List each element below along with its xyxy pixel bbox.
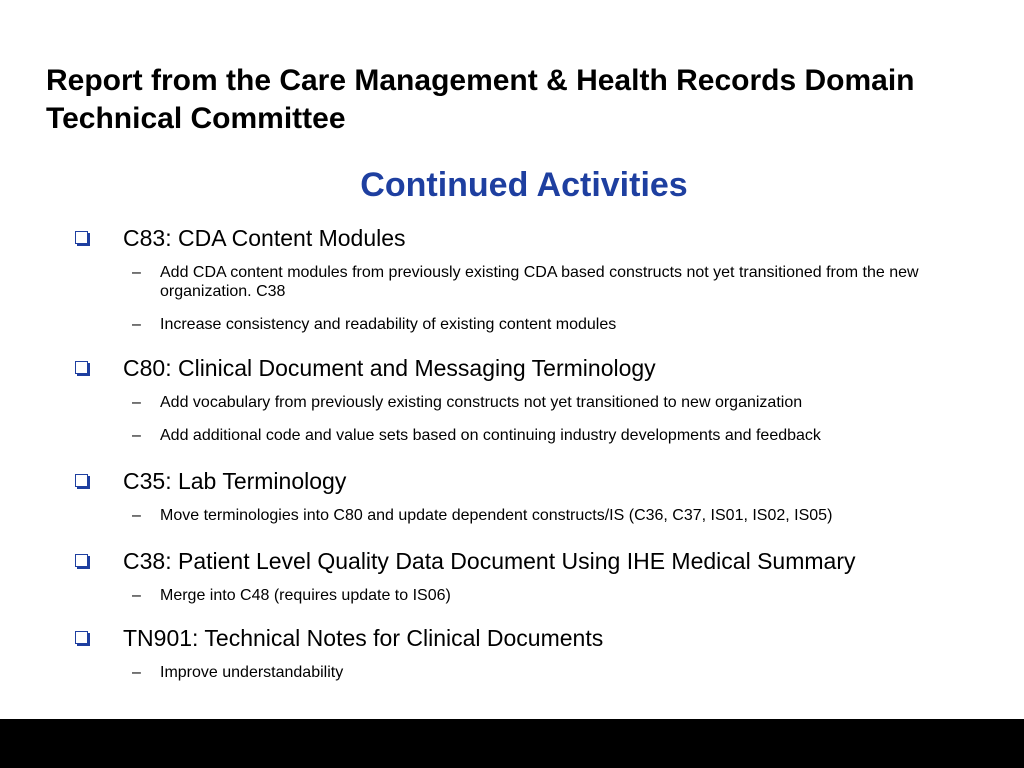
dash-icon: – [132,587,141,604]
dash-icon: – [132,507,141,524]
sub-bullet-text: Add CDA content modules from previously existing CDA based constructs not yet transitioned from the new organization. C38 [160,264,919,300]
checkbox-icon [75,554,88,567]
sub-bullet-text: Move terminologies into C80 and update dependent constructs/IS (C36, C37, IS01, IS02, IS05) [160,507,833,524]
checkbox-icon [75,231,88,244]
sub-bullet-item [72,393,992,412]
dash-icon: – [132,664,141,681]
dash-icon: – [132,427,141,444]
dash-icon: – [132,316,141,333]
section-c35 [72,465,992,545]
sub-bullet-text: Improve understandability [160,664,344,681]
sub-bullet-list [72,506,992,525]
sub-bullet-text: Add vocabulary from previously existing constructs not yet transitioned to new organization [160,394,803,411]
slide-content [72,222,992,702]
section-heading [72,222,992,254]
section-heading-text: C80: Clinical Document and Messaging Terminology [123,355,656,381]
sub-bullet-list [72,263,992,334]
section-heading [72,352,992,384]
section-c38 [72,545,992,622]
sub-bullet-text: Add additional code and value sets based on continuing industry developments and feedback [160,427,821,444]
sub-bullet-item [72,426,992,445]
checkbox-icon [75,631,88,644]
sub-bullet-list [72,393,992,445]
sub-bullet-list [72,663,992,682]
slide-title: Report from the Care Management & Health Records Domain Technical Committee [46,64,915,135]
checkbox-icon [75,474,88,487]
section-heading-text: TN901: Technical Notes for Clinical Documents [123,625,604,651]
section-heading [72,545,992,577]
section-c83 [72,222,992,352]
sub-bullet-list [72,586,992,605]
section-heading-text: C35: Lab Terminology [123,468,347,494]
sub-bullet-text: Merge into C48 (requires update to IS06) [160,587,451,604]
footer-bar [0,719,1024,768]
sub-bullet-item [72,663,992,682]
section-heading [72,622,992,654]
section-heading-text: C83: CDA Content Modules [123,225,406,251]
section-heading-text: C38: Patient Level Quality Data Document Using IHE Medical Summary [123,548,856,574]
section-c80 [72,352,992,465]
sub-bullet-item [72,263,992,301]
dash-icon: – [132,264,141,281]
checkbox-icon [75,361,88,374]
sub-bullet-item [72,315,992,334]
sub-bullet-item [72,586,992,605]
sub-bullet-item [72,506,992,525]
section-tn901 [72,622,992,702]
slide-subtitle: Continued Activities [360,166,688,204]
dash-icon: – [132,394,141,411]
sub-bullet-text: Increase consistency and readability of existing content modules [160,316,617,333]
section-heading [72,465,992,497]
